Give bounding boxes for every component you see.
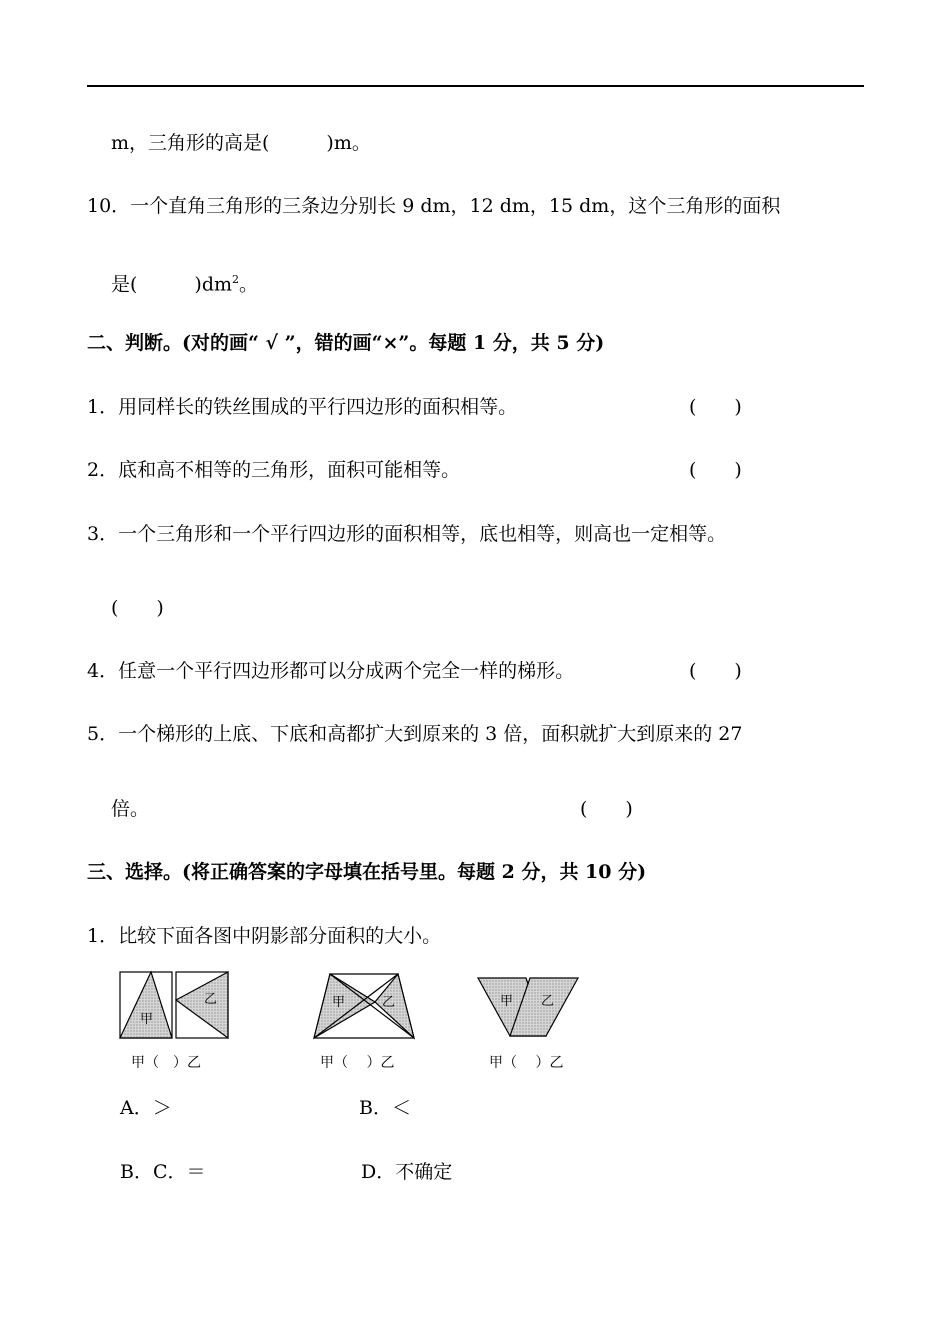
- judge-item-3: 3．一个三角形和一个平行四边形的面积相等，底也相等，则高也一定相等。: [87, 523, 727, 545]
- q10-line2-prefix: 是( )dm: [111, 273, 233, 296]
- judge-item-2: 2．底和高不相等的三角形，面积可能相等。: [87, 459, 461, 481]
- choice-q1: 1．比较下面各图中阴影部分面积的大小。: [87, 925, 442, 947]
- judge-item-1: 1．用同样长的铁丝围成的平行四边形的面积相等。: [87, 396, 518, 418]
- figure-2-caption: 甲（ ）乙: [320, 1055, 395, 1071]
- figure-2-label-yi: 乙: [382, 995, 396, 1010]
- header-rule: [87, 85, 864, 87]
- figure-1-shaded-triangle-yi: [176, 972, 228, 1038]
- section3-heading: 三、选择。(将正确答案的字母填在括号里。每题 2 分，共 10 分): [87, 861, 647, 883]
- figure-1-label-jia: 甲: [140, 1012, 154, 1027]
- option-a[interactable]: A．＞: [120, 1097, 172, 1119]
- figure-3-label-jia: 甲: [500, 994, 514, 1009]
- figure-3-label-yi: 乙: [541, 994, 555, 1009]
- option-d[interactable]: D．不确定: [361, 1161, 453, 1183]
- option-c[interactable]: B．C．＝: [120, 1161, 206, 1183]
- figure-1-shaded-triangle-jia: [120, 972, 172, 1038]
- section2-heading: 二、判断。(对的画“ √ ”，错的画“×”。每题 1 分，共 5 分): [87, 332, 605, 354]
- figure-2: [312, 972, 416, 1042]
- figure-3: [474, 974, 580, 1040]
- judge-item-2-answer[interactable]: ( ): [689, 459, 742, 481]
- q10-line2-suffix: 。: [239, 273, 259, 296]
- figure-3-caption: 甲（ ）乙: [489, 1055, 564, 1071]
- judge-item-5: 5．一个梯形的上底、下底和高都扩大到原来的 3 倍，面积就扩大到原来的 27: [87, 723, 743, 745]
- figure-1-label-yi: 乙: [204, 992, 218, 1007]
- q10-line2: [111, 268, 258, 296]
- q10-superscript: 2: [232, 273, 240, 286]
- judge-item-5-cont: 倍。: [111, 798, 150, 820]
- q9-continuation: m，三角形的高是( )m。: [111, 132, 371, 154]
- option-b[interactable]: B．＜: [359, 1097, 411, 1119]
- judge-item-3-answer[interactable]: ( ): [111, 597, 164, 619]
- judge-item-5-answer[interactable]: ( ): [580, 798, 633, 820]
- q10-line1: 10．一个直角三角形的三条边分别长 9 dm，12 dm，15 dm，这个三角形的面积: [87, 195, 781, 217]
- judge-item-4: 4．任意一个平行四边形都可以分成两个完全一样的梯形。: [87, 660, 575, 682]
- judge-item-1-answer[interactable]: ( ): [689, 396, 742, 418]
- figure-1-caption: 甲（ ）乙: [131, 1055, 201, 1071]
- figure-1: [118, 970, 230, 1042]
- figure-2-label-jia: 甲: [332, 995, 346, 1010]
- judge-item-4-answer[interactable]: ( ): [689, 660, 742, 682]
